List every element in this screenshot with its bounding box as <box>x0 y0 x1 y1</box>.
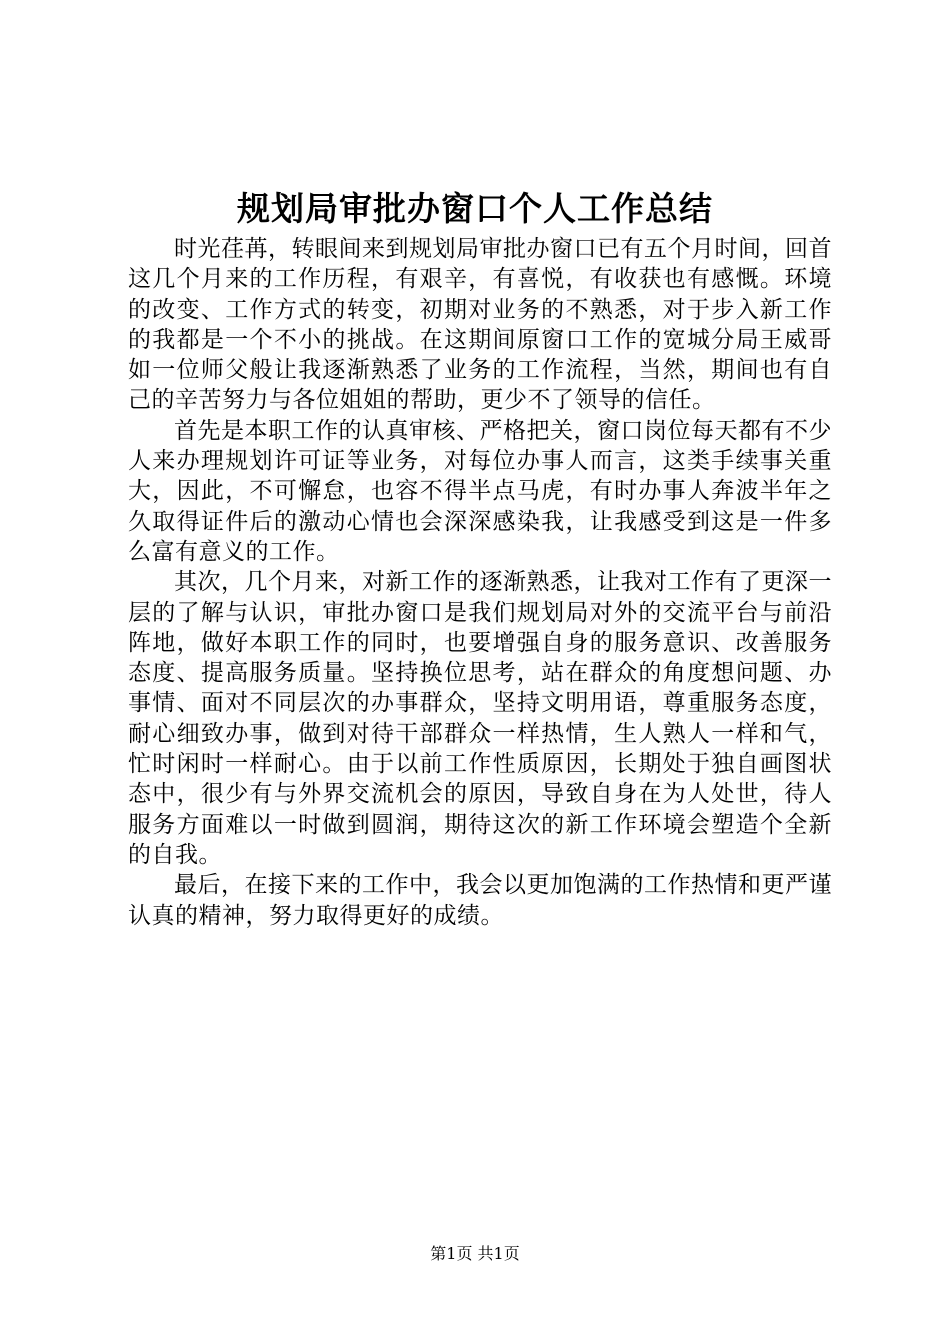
paragraph-last: 最后，在接下来的工作中，我会以更加饱满的工作热情和更严谨认真的精神，努力取得更好的成绩。 <box>128 872 832 929</box>
paragraph-second: 其次，几个月来，对新工作的逐渐熟悉，让我对工作有了更深一层的了解与认识，审批办窗口是我们规划局对外的交流平台与前沿阵地，做好本职工作的同时，也要增强自身的服务意识、改善服务态度、提高服务质量。坚持换位思考，站在群众的角度想问题、办事情、面对不同层次的办事群众，坚持文明用语，尊重服务态度，耐心细致办事，做到对待干部群众一样热情，生人熟人一样和气，忙时闲时一样耐心。由于以前工作性质原因，长期处于独自画图状态中，很少有与外界交流机会的原因，导致自身在为人处世，待人服务方面难以一时做到圆润，期待这次的新工作环境会塑造个全新的自我。 <box>128 569 832 868</box>
paragraph-intro: 时光荏苒，转眼间来到规划局审批办窗口已有五个月时间，回首这几个月来的工作历程，有艰辛，有喜悦，有收获也有感慨。环境的改变、工作方式的转变，初期对业务的不熟悉，对于步入新工作的我都是一个不小的挑战。在这期间原窗口工作的宽城分局王威哥如一位师父般让我逐渐熟悉了业务的工作流程，当然，期间也有自己的辛苦努力与各位姐姐的帮助，更少不了领导的信任。 <box>128 236 832 414</box>
document-body <box>128 234 832 931</box>
paragraph-first: 首先是本职工作的认真审核、严格把关，窗口岗位每天都有不少人来办理规划许可证等业务，对每位办事人而言，这类手续事关重大，因此，不可懈怠，也容不得半点马虎，有时办事人奔波半年之久取得证件后的激动心情也会深深感染我，让我感受到这是一件多么富有意义的工作。 <box>128 417 832 565</box>
document-title: 规划局审批办窗口个人工作总结 <box>237 189 713 228</box>
page-footer: 第1页 共1页 <box>430 1244 520 1263</box>
